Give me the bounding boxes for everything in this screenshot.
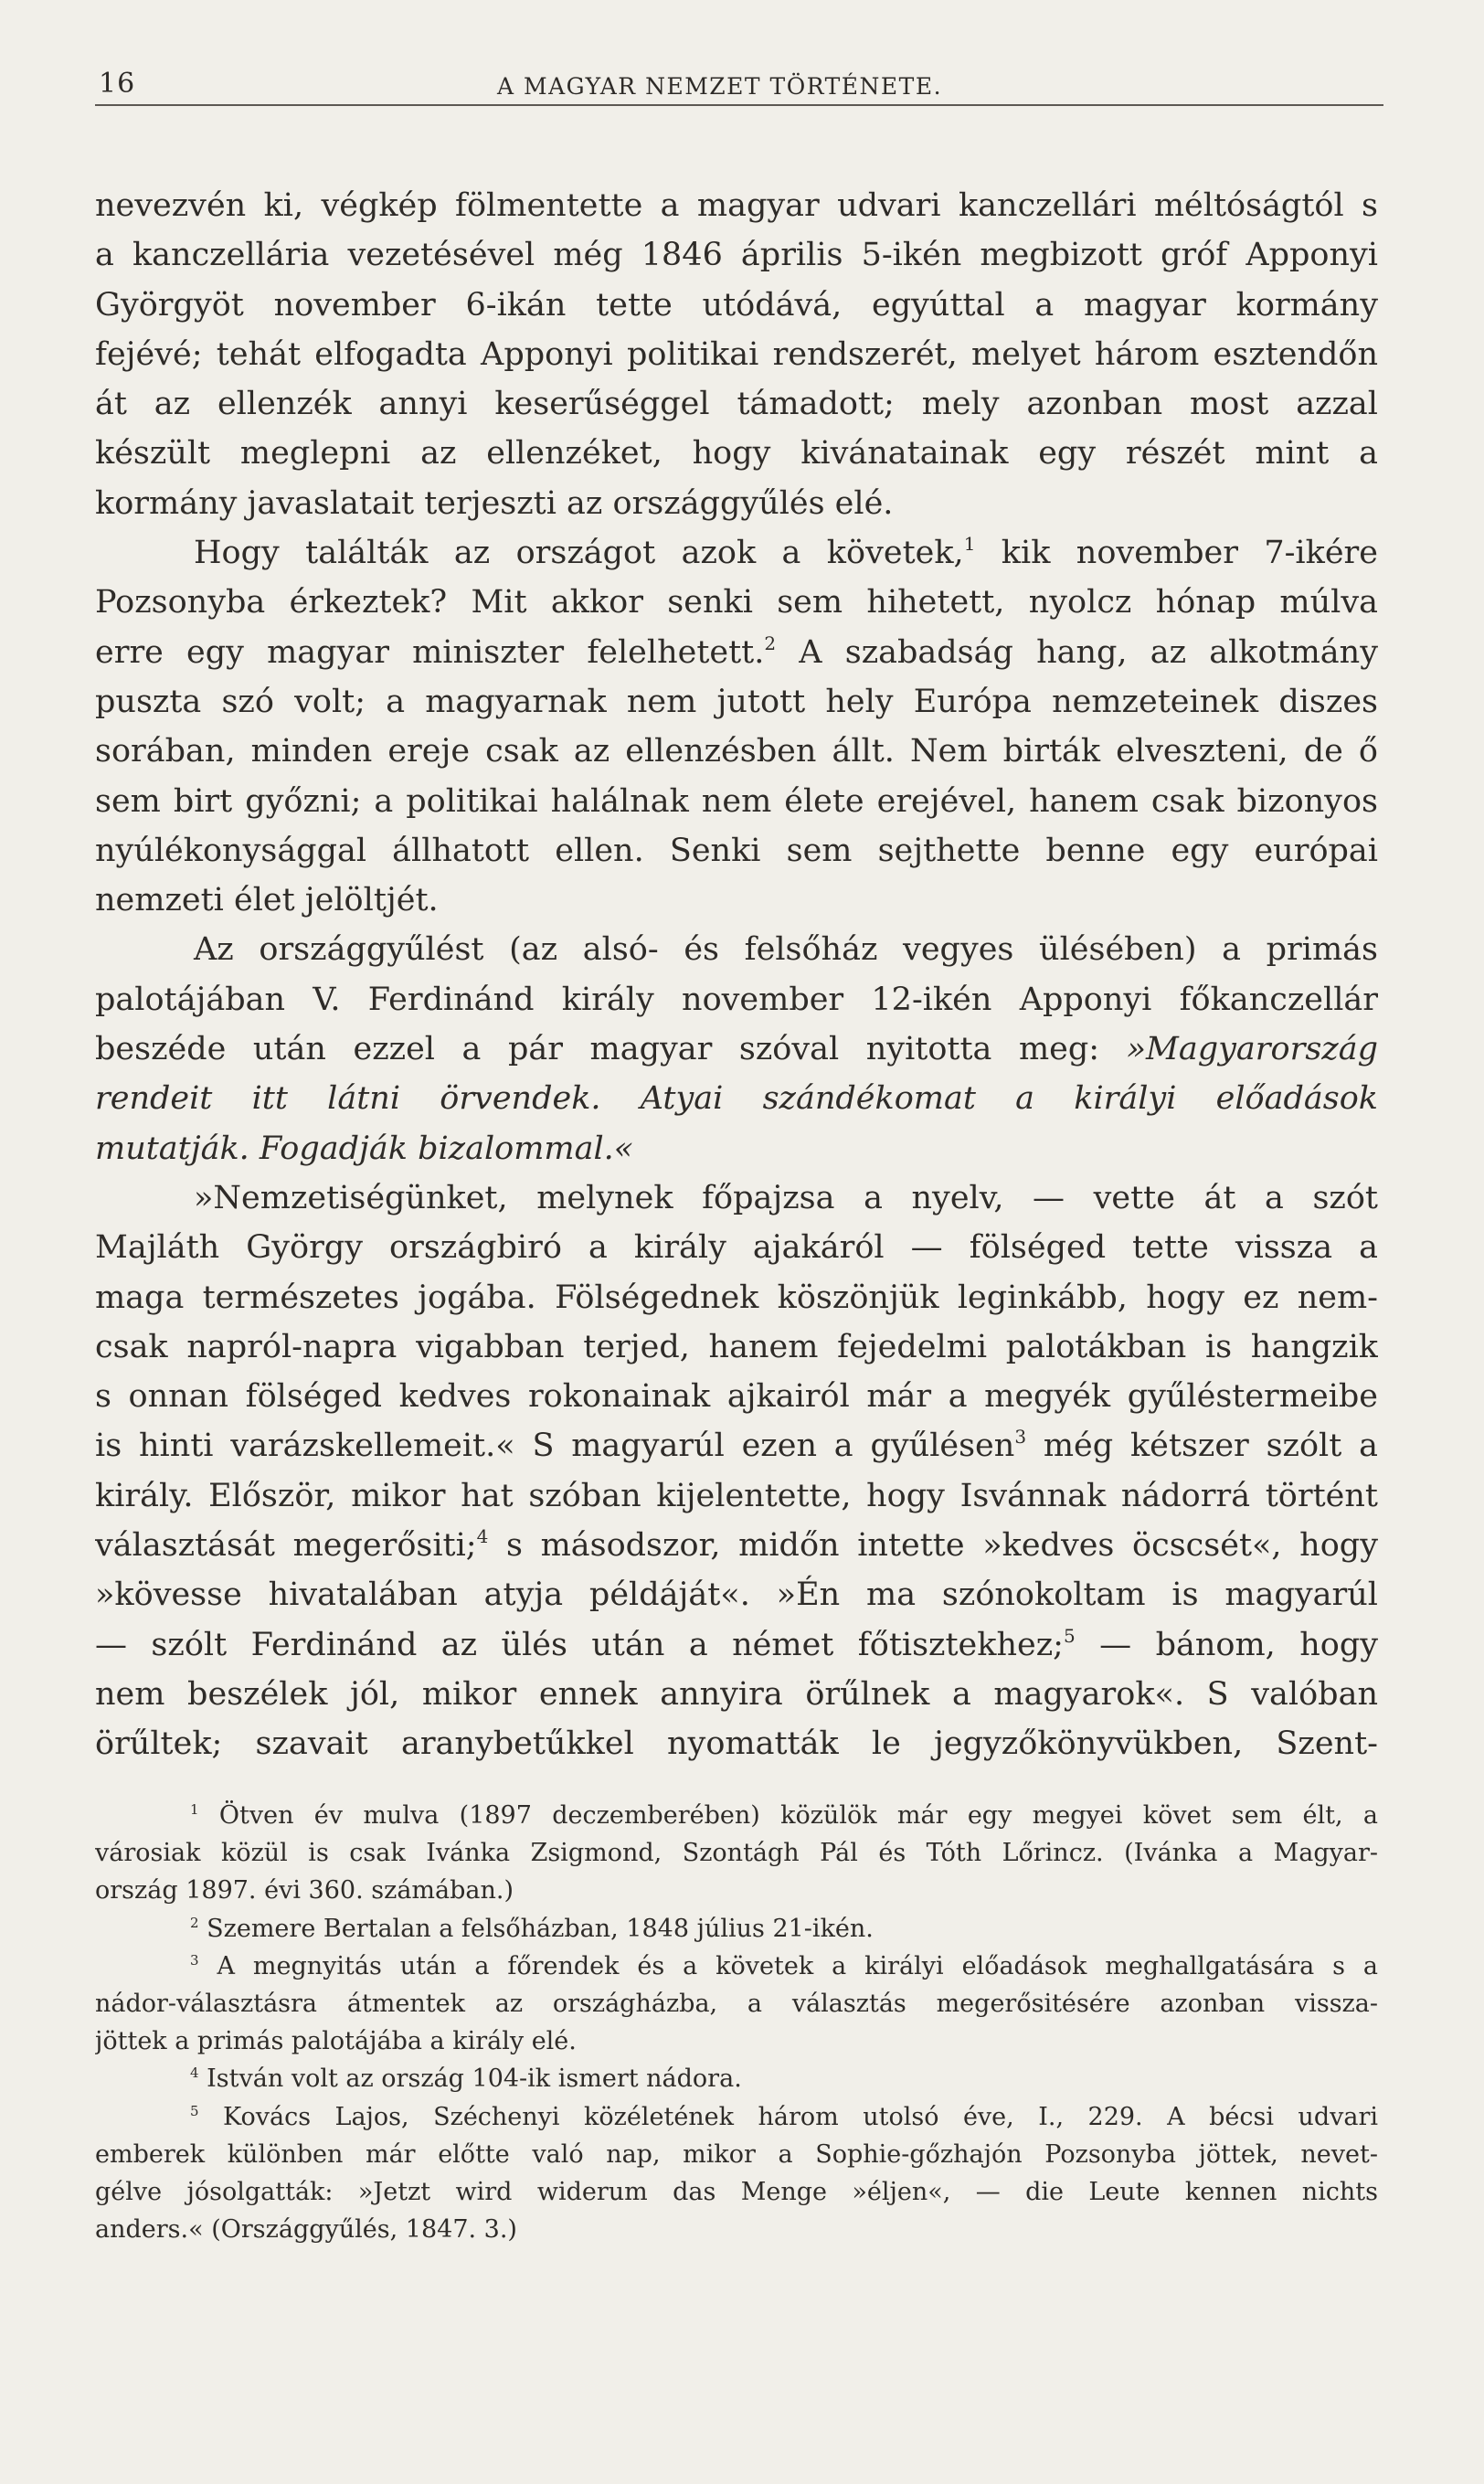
text-line: »kövesse hivatalában atyja példáját«. »Én ma szónokoltam is magyarúl	[95, 1576, 1378, 1614]
footnote-ref: 5	[1063, 1624, 1076, 1647]
text-line: örűltek; szavait aranybetűkkel nyomatták le jegyzőkönyvükben, Szent-	[95, 1725, 1378, 1763]
footnote-text: Ötven év mulva (1897 deczemberében) közülök már egy megyei követ sem élt, a	[198, 1801, 1378, 1830]
text-line: s onnan fölséged kedves rokonainak ajkairól már a megyék gyűléstermeibe	[95, 1378, 1378, 1416]
footnote-marker: 5	[190, 2102, 199, 2119]
text-run: választását megerősiti;	[95, 1527, 477, 1565]
text-line: palotájában V. Ferdinánd király november 12-ikén Apponyi főkanczellár	[95, 981, 1378, 1018]
text-line: nyúlékonysággal állhatott ellen. Senki sem sejthette benne egy európai	[95, 832, 1378, 869]
text-run: s másodszor, midőn intette »kedves öcscsét«, hogy	[488, 1527, 1378, 1565]
text-run: Hogy találták az országot azok a követek,	[194, 535, 964, 572]
text-line	[95, 628, 1378, 677]
text-line: a kanczellária vezetésével még 1846 április 5-ikén megbizott gróf Apponyi	[95, 237, 1378, 274]
text-line: készült meglepni az ellenzéket, hogy kivánatainak egy részét mint a	[95, 435, 1378, 472]
text-line: fejévé; tehát elfogadta Apponyi politikai rendszerét, melyet három esztendőn	[95, 335, 1378, 373]
text-run: — szólt Ferdinánd az ülés után a német főtisztekhez;	[95, 1626, 1064, 1663]
footnote-marker: 2	[190, 1914, 199, 1931]
text-run: erre egy magyar miniszter felelhetett.	[95, 633, 765, 671]
footnote-line: gélve jósolgatták: »Jetzt wird widerum das Menge »éljen«, — die Leute kennen nichts	[95, 2178, 1378, 2207]
text-run: beszéde után ezzel a pár magyar szóval nyitotta meg:	[95, 1031, 1127, 1068]
footnote-line: jöttek a primás palotájába a király elé.	[95, 2027, 577, 2056]
footnote-marker: 1	[190, 1801, 199, 1818]
page-number: 16	[99, 68, 136, 100]
footnote-3	[95, 1948, 1378, 1985]
footnote-line: városiak közül is csak Ivánka Zsigmond, Szontágh Pál és Tóth Lőrincz. (Ivánka a Magyar-	[95, 1839, 1378, 1868]
footnote-ref: 4	[476, 1525, 489, 1548]
running-title: A MAGYAR NEMZET TÖRTÉNETE.	[497, 73, 943, 100]
footnote-line: ország 1897. évi 360. számában.)	[95, 1876, 514, 1905]
text-line: csak napról-napra vigabban terjed, hanem fejedelmi palotákban is hangzik	[95, 1328, 1378, 1365]
footnote-text: Kovács Lajos, Széchenyi közéletének három utolsó éve, I., 229. A bécsi udvari	[198, 2102, 1378, 2131]
page-header	[95, 60, 1383, 108]
text-line: kormány javaslatait terjeszti az országgyűlés elé.	[95, 484, 894, 522]
text-line: sorában, minden ereje csak az ellenzésben állt. Nem birták elveszteni, de ő	[95, 733, 1378, 770]
footnote-5	[95, 2098, 1378, 2136]
footnotes	[95, 1797, 1378, 2248]
text-line: nemzeti élet jelöltjét.	[95, 882, 439, 919]
main-text	[95, 181, 1378, 1769]
footnote-line: nádor-választásra átmentek az országházba, a választás megerősitésére azonban vissza-	[95, 1990, 1378, 2019]
text-line	[95, 1521, 1378, 1570]
text-line: nevezvén ki, végkép fölmentette a magyar udvari kanczellári méltóságtól s	[95, 187, 1378, 224]
footnote-1	[95, 1797, 1378, 1834]
text-line	[95, 528, 1378, 578]
footnote-4	[95, 2060, 1378, 2097]
text-line: király. Először, mikor hat szóban kijelentette, hogy Isvánnak nádorrá történt	[95, 1477, 1378, 1514]
text-run: A szabadság hang, az alkotmány	[776, 633, 1378, 671]
text-line: át az ellenzék annyi keserűséggel támadott; mely azonban most azzal	[95, 386, 1378, 423]
text-run: kik november 7-ikére	[975, 535, 1378, 572]
text-line: nem beszélek jól, mikor ennek annyira örűlnek a magyarok«. S valóban	[95, 1675, 1378, 1713]
text-line: maga természetes jogába. Fölségednek köszönjük leginkább, hogy ez nem-	[95, 1279, 1378, 1316]
text-line: sem birt győzni; a politikai halálnak nem élete erejével, hanem csak bizonyos	[95, 782, 1378, 820]
footnote-marker: 4	[190, 2065, 199, 2082]
footnote-2	[95, 1910, 1378, 1948]
italic-quote-line: rendeit itt látni örvendek. Atyai szándékomat a királyi előadások	[95, 1080, 1378, 1118]
text-line: Majláth György országbiró a király ajakáról — fölséged tette vissza a	[95, 1229, 1378, 1267]
footnote-line: anders.« (Országgyűlés, 1847. 3.)	[95, 2215, 517, 2245]
footnote-text: Szemere Bertalan a felsőházban, 1848 július 21-ikén.	[198, 1914, 874, 1943]
text-line: Györgyöt november 6-ikán tette utódává, egyúttal a magyar kormány	[95, 286, 1378, 324]
footnote-ref: 1	[963, 533, 976, 556]
italic-quote: »Magyarország	[1126, 1031, 1378, 1068]
text-line: »Nemzetiségünket, melynek főpajzsa a nyelv, — vette át a szót	[194, 1179, 1378, 1216]
text-line	[95, 1421, 1378, 1470]
text-line	[95, 1024, 1378, 1074]
footnote-text: A megnyitás után a főrendek és a követek a királyi előadások meghallgatására s a	[198, 1951, 1378, 1980]
text-line: Az országgyűlést (az alsó- és felsőház vegyes ülésében) a primás	[194, 931, 1378, 969]
footnote-text: István volt az ország 104-ik ismert nádora.	[198, 2065, 742, 2094]
footnote-ref: 3	[1014, 1426, 1027, 1449]
text-run: még kétszer szólt a	[1026, 1428, 1378, 1465]
italic-quote-line: mutatják. Fogadják bizalommal.«	[95, 1130, 634, 1167]
footnote-ref: 2	[764, 632, 777, 654]
text-line: puszta szó volt; a magyarnak nem jutott hely Európa nemzeteinek diszes	[95, 683, 1378, 720]
text-run: is hinti varázskellemeit.« S magyarúl ezen a gyűlésen	[95, 1428, 1015, 1465]
footnote-marker: 3	[190, 1951, 199, 1969]
header-rule	[95, 104, 1383, 106]
footnote-line: emberek különben már előtte való nap, mikor a Sophie-gőzhajón Pozsonyba jöttek, nevet-	[95, 2139, 1378, 2169]
text-line: Pozsonyba érkeztek? Mit akkor senki sem hihetett, nyolcz hónap múlva	[95, 584, 1378, 621]
text-line	[95, 1620, 1378, 1670]
text-run: — bánom, hogy	[1075, 1626, 1378, 1663]
